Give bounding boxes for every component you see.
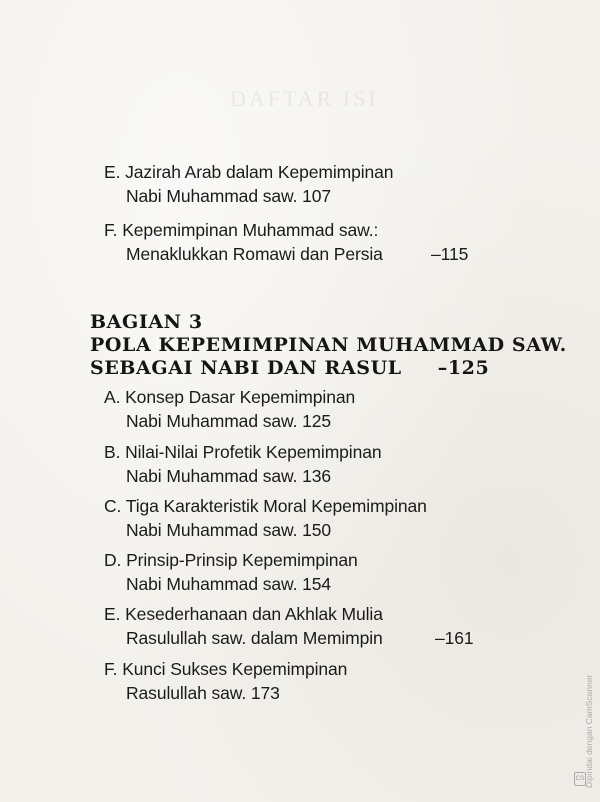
toc-entry-e-kesederhanaan — [104, 602, 474, 650]
part-label: BAGIAN 3 — [90, 311, 203, 333]
camscanner-logo-icon: CS — [574, 772, 586, 786]
toc-entry-line2: Nabi Muhammad saw. 150 — [126, 520, 331, 540]
scanner-watermark — [572, 660, 594, 790]
toc-entry-line1: E. Jazirah Arab dalam Kepemimpinan — [104, 162, 394, 182]
toc-entry-a-konsep — [104, 385, 355, 433]
toc-entry-c-tiga — [104, 494, 427, 542]
toc-entry-line2: Rasulullah saw. 173 — [126, 683, 280, 703]
toc-entry-line1: B. Nilai-Nilai Profetik Kepemimpinan — [104, 442, 382, 462]
toc-entry-line2: Nabi Muhammad saw. 125 — [126, 411, 331, 431]
toc-entry-line2: Rasulullah saw. dalam Memimpin — [126, 628, 383, 648]
part-title-line2: SEBAGAI NABI DAN RASUL –125 — [90, 357, 490, 379]
toc-entry-b-nilai — [104, 440, 382, 488]
toc-entry-line1: D. Prinsip-Prinsip Kepemimpinan — [104, 550, 358, 570]
toc-entry-d-prinsip — [104, 548, 358, 596]
part-title-page: –125 — [437, 357, 490, 379]
toc-entry-line2: Nabi Muhammad saw. 154 — [126, 574, 331, 594]
toc-entry-f-kepemimpinan — [104, 218, 469, 266]
toc-entry-line1: F. Kunci Sukses Kepemimpinan — [104, 659, 348, 679]
toc-entry-line2: Menaklukkan Romawi dan Persia — [126, 244, 383, 264]
toc-page-number: –161 — [435, 628, 474, 648]
toc-entry-line1: C. Tiga Karakteristik Moral Kepemimpinan — [104, 496, 427, 516]
part-title-line1: POLA KEPEMIMPINAN MUHAMMAD SAW. — [90, 334, 567, 356]
toc-entry-e-jazirah — [104, 160, 393, 208]
toc-page-number: –115 — [431, 244, 469, 264]
toc-entry-f-kunci — [104, 657, 347, 705]
toc-entry-line2: Nabi Muhammad saw. 107 — [126, 186, 331, 206]
toc-entry-line1: F. Kepemimpinan Muhammad saw.: — [104, 220, 379, 240]
toc-entry-line1: E. Kesederhanaan dan Akhlak Mulia — [104, 604, 383, 624]
toc-entry-line1: A. Konsep Dasar Kepemimpinan — [104, 387, 356, 407]
toc-entry-line2: Nabi Muhammad saw. 136 — [126, 466, 331, 486]
scanner-watermark-text: Dipindai dengan CamScanner — [584, 674, 594, 788]
bleed-through-header: DAFTAR ISI — [230, 86, 379, 111]
